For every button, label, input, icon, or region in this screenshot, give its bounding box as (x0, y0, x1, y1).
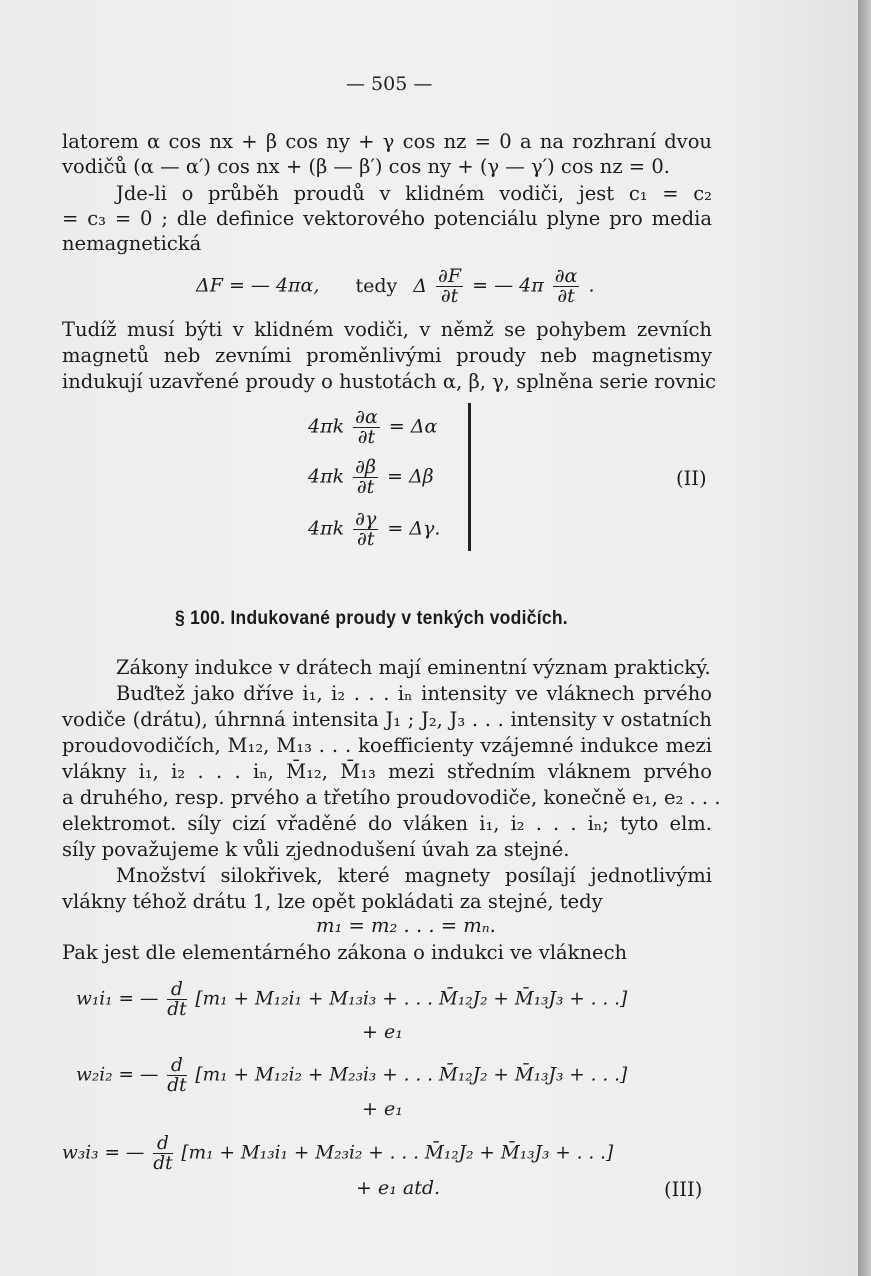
text-line: Jde-li o průběh proudů v klidném vodiči, jest c₁ = c₂ (116, 182, 712, 205)
text-line: latorem α cos nx + β cos ny + γ cos nz = 0 a na rozhraní dvou (62, 130, 712, 153)
eq-end: . (588, 274, 595, 297)
fraction: $\frac{\partial F}{\partial t}$ (438, 265, 462, 307)
equation-II-row: 4πk $\frac{\partial\gamma}{\partial t}$ = Δγ. (308, 508, 441, 550)
equation-label-III: (III) (664, 1178, 703, 1201)
equation-III-row: w₃i₃ = — $\frac{d}{dt}$ [m₁ + M₁₃i₁ + M₂₃i₂ + . . . M̄₁₂J₂ + M̄₁₃J₃ + . . .] (62, 1133, 614, 1174)
text-line: vodičů (α — α′) cos nx + (β — β′) cos ny + (γ — γ′) cos nz = 0. (62, 155, 670, 178)
equation-label-II: (II) (676, 467, 707, 490)
text-line: Zákony indukce v drátech mají eminentní význam praktický. (116, 656, 711, 679)
text-line: Pak jest dle elementárného zákona o indukci ve vláknech (62, 941, 628, 964)
equation-brace (468, 403, 471, 551)
text-line: m₁ = m₂ . . . = mₙ. (316, 914, 496, 937)
eq-delta: Δ (413, 274, 427, 297)
text-line: proudovodičích, M₁₂, M₁₃ . . . koefficienty vzájemné indukce mezi (62, 734, 712, 757)
text-line: vlákny i₁, i₂ . . . iₙ, M̄₁₂, M̄₁₃ mezi středním vláknem prvého (62, 760, 712, 783)
eq-mid: = — 4π (472, 274, 544, 297)
text-line: elektromot. síly cizí vřaděné do vláken i₁, i₂ . . . iₙ; tyto elm. (62, 812, 712, 835)
equation-laplace (196, 267, 594, 306)
equation-III-tail: + e₁ (362, 1098, 403, 1120)
page-number: — 505 — (346, 73, 433, 95)
text-line: vodiče (drátu), úhrnná intensita J₁ ; J₂, J₃ . . . intensity v ostatních (62, 708, 712, 731)
text-line: magnetů neb zevními proměnlivými proudy neb magnetismy (62, 344, 712, 367)
equation-II-row: 4πk $\frac{\partial\alpha}{\partial t}$ = Δα (308, 406, 438, 448)
text-line: síly považujeme k vůli zjednodušení úvah za stejné. (62, 838, 570, 861)
equation-III-tail: + e₁ atd. (356, 1177, 441, 1199)
eq-left: ΔF = — 4πα, (196, 274, 320, 297)
equation-II-row: 4πk $\frac{\partial\beta}{\partial t}$ = Δβ (308, 456, 434, 498)
equation-III-row: w₁i₁ = — $\frac{d}{dt}$ [m₁ + M₁₂i₁ + M₁₃i₃ + . . . M̄₁₂J₂ + M̄₁₃J₃ + . . .] (76, 979, 628, 1020)
text-line: nemagnetická (62, 232, 202, 255)
text-line: Buďtež jako dříve i₁, i₂ . . . iₙ intensity ve vláknech prvého (116, 682, 712, 705)
text-line: = c₃ = 0 ; dle definice vektorového potenciálu plyne pro media (62, 207, 712, 230)
text-line: a druhého, resp. prvého a třetího proudovodiče, konečně e₁, e₂ . . . (62, 786, 721, 809)
fraction: $\frac{\partial\alpha}{\partial t}$ (554, 265, 578, 307)
page-edge-shadow (858, 0, 871, 1276)
text-line: Množství silokřivek, které magnety posílají jednotlivými (116, 864, 712, 887)
section-heading: § 100. Indukované proudy v tenkých vodičích. (175, 608, 568, 629)
text-line: Tudíž musí býti v klidném vodiči, v němž se pohybem zevních (62, 318, 712, 341)
eq-tedy: tedy (355, 274, 398, 297)
text-line: vlákny téhož drátu 1, lze opět pokládati za stejné, tedy (62, 890, 603, 913)
equation-III-row: w₂i₂ = — $\frac{d}{dt}$ [m₁ + M₁₂i₂ + M₂₃i₃ + . . . M̄₁₂J₂ + M̄₁₃J₃ + . . .] (76, 1055, 628, 1096)
text-line: indukují uzavřené proudy o hustotách α, β, γ, splněna serie rovnic (62, 370, 717, 393)
equation-III-tail: + e₁ (362, 1021, 403, 1043)
